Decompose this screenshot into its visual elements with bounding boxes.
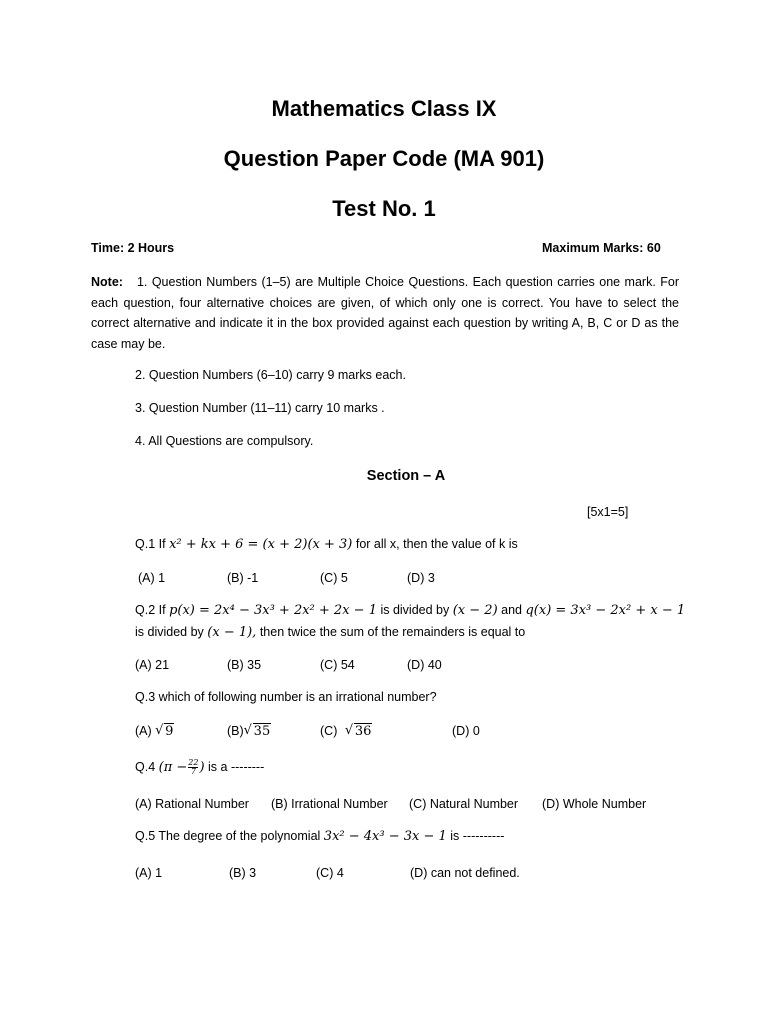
sqrt-icon [155,724,174,739]
q1-option-c: (C) 5 [320,571,348,585]
question-2-line-2 [135,625,525,640]
q1-prefix: Q.1 If [135,537,166,551]
q2-expression-q: q(x) = 3x³ − 2x² + x − 1 [525,603,686,618]
q4-expression-close: ) [199,759,205,775]
q1-option-a: (A) 1 [138,571,166,585]
sqrt-icon [345,724,373,739]
question-2-line-1 [135,603,685,618]
q4-option-b: (B) Irrational Number [271,797,388,811]
q2-expression-p: p(x) = 2x⁴ − 3x³ + 2x² + 2x − 1 [169,603,377,618]
question-5 [135,829,504,844]
q4-option-d: (D) Whole Number [542,797,647,811]
q4-expression-open: (π − [158,759,188,775]
q2-option-c: (C) 54 [320,658,355,672]
q1-suffix: for all x, then the value of k is [355,537,518,551]
q4-fraction [188,759,198,776]
q4-suffix: is a -------- [208,759,265,774]
note-instructions [91,272,679,354]
note-item-1: 1. Question Numbers (1–5) are Multiple Choice Questions. Each question carries one mark. For each question, four alternative choices are given, of which only one is correct. You have to select the correct alternative and indicate it in the box provided against each question by writing A, B, C or D as the case may be. [91,275,679,351]
q3-option-a [135,724,174,739]
max-marks-label: Maximum Marks: 60 [542,241,661,255]
q2-line2-prefix: is divided by [135,625,204,639]
q3-option-c-label: (C) [320,724,338,738]
q2-divisor-1: (x − 2) [452,603,498,618]
q2-divisor-2: (x − 1), [207,625,257,640]
q4-option-c: (C) Natural Number [409,797,519,811]
q5-suffix: is ---------- [450,829,505,843]
note-label: Note: [91,275,123,289]
question-1 [135,537,518,552]
q3-option-b-radicand: 35 [253,724,271,739]
q4-prefix: Q.4 [135,759,156,774]
q5-option-d: (D) can not defined. [410,866,520,880]
note-item-2: 2. Question Numbers (6–10) carry 9 marks each. [135,368,406,382]
paper-title: Mathematics Class IX [271,96,497,121]
q3-option-d: (D) 0 [452,724,480,738]
sqrt-icon [244,724,272,739]
q5-prefix: Q.5 The degree of the polynomial [135,829,321,843]
q5-option-c: (C) 4 [316,866,344,880]
q4-option-a: (A) Rational Number [135,797,249,811]
q2-option-b: (B) 35 [227,658,262,672]
q3-option-c-radicand: 36 [354,724,372,739]
q4-fraction-numerator: 22 [188,758,199,767]
q1-option-b: (B) -1 [227,571,259,585]
question-4 [135,759,264,776]
q1-expression: x² + kx + 6 = (x + 2)(x + 3) [169,537,353,552]
q3-option-a-radicand: 9 [165,724,174,739]
q2-prefix: Q.2 If [135,603,166,617]
q3-option-b-label: (B) [227,724,244,738]
q3-option-a-label: (A) [135,724,152,738]
q3-option-c [320,724,372,739]
q1-option-d: (D) 3 [407,571,435,585]
q3-option-b [227,724,271,739]
q2-option-d: (D) 40 [407,658,442,672]
q5-option-a: (A) 1 [135,866,163,880]
q2-line2-suffix: then twice the sum of the remainders is equal to [259,625,526,639]
q5-expression: 3x² − 4x³ − 3x − 1 [323,829,447,844]
test-number: Test No. 1 [332,196,436,221]
q2-option-a: (A) 21 [135,658,170,672]
section-title: Section – A [366,468,446,484]
note-item-3: 3. Question Number (11–11) carry 10 marks . [135,401,385,415]
q5-option-b: (B) 3 [229,866,257,880]
section-marks: [5x1=5] [587,505,629,519]
q2-mid: is divided by [380,603,450,617]
question-3: Q.3 which of following number is an irrational number? [135,690,437,704]
q4-fraction-denominator: 7 [190,767,196,776]
q2-and: and [501,603,522,617]
time-label: Time: 2 Hours [91,241,175,255]
note-item-4: 4. All Questions are compulsory. [135,434,314,448]
paper-code: Question Paper Code (MA 901) [223,146,545,171]
